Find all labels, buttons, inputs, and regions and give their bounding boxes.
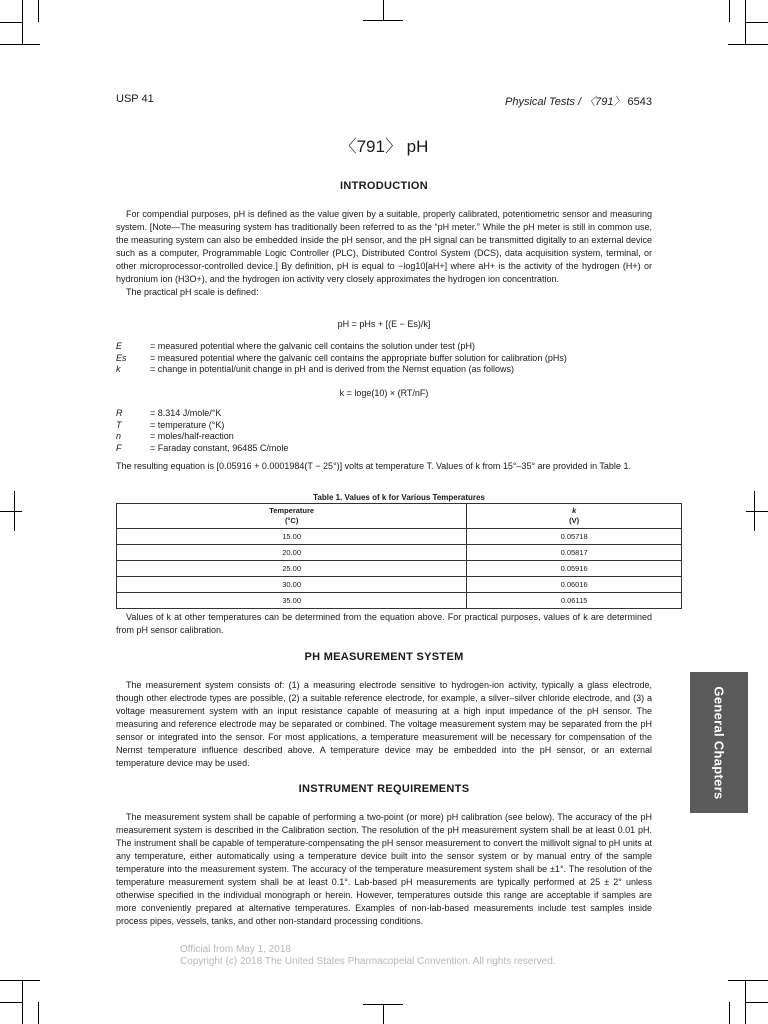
table-row (117, 561, 682, 577)
column-header-label: k (572, 506, 577, 515)
after-table-paragraph: Values of k at other temperatures can be determined from the equation above. For practical purposes, values of k are determined from pH sensor calibration. (116, 612, 652, 635)
crop-mark (363, 20, 403, 21)
table-cell: 0.05817 (467, 545, 682, 561)
table-cell: 0.05916 (467, 561, 682, 577)
resulting-equation-text: The resulting equation is [0.05916 + 0.0001984(T − 25°)] volts at temperature T. Values of k from 15°–35° are provided in Table 1. (116, 461, 631, 471)
section-heading-introduction: INTRODUCTION (340, 180, 428, 192)
definition-text: = measured potential where the galvanic cell contains the appropriate buffer solution for calibration (pHs) (150, 352, 567, 363)
definition-row (116, 443, 652, 455)
chapter-title: 〈791〉 pH (339, 137, 429, 156)
ph-scale-equation: pH = pHs + [(E − Es)/k] (337, 319, 431, 329)
column-header-unit: (°C) (284, 516, 299, 525)
column-header-temperature (117, 504, 467, 529)
table-cell: 20.00 (117, 545, 467, 561)
crop-mark (746, 1002, 768, 1003)
column-header-k (467, 504, 682, 529)
definition-text: = change in potential/unit change in pH and is derived from the Nernst equation (as follows) (150, 364, 514, 374)
crop-mark (729, 0, 730, 22)
table-row (117, 529, 682, 545)
measurement-paragraph: The measurement system consists of: (1) a measuring electrode sensitive to hydrogen-ion activity, typically a glass electrode, though other electrode types are possible, (2) a suitable reference electrode, for example, a silver–silver chloride electrode, and (3) a voltage measurement system with an input resistance capable of measuring at a high input impedance of the pH sensor. The measuring and reference electrode may be separated or combined. The voltage measurement system may be separated from the pH sensor or integrated into the sensor. For most applications, a temperature measurement will be necessary for compensation of the Nernst temperature influence described above. A temperature device may be embedded into the pH sensor, or an external temperature device may be used. (116, 680, 652, 768)
crop-mark (729, 1002, 730, 1024)
crop-mark (0, 980, 40, 981)
crop-mark (14, 491, 15, 531)
column-header-label: Temperature (269, 506, 315, 515)
section-heading-measurement: PH MEASUREMENT SYSTEM (304, 651, 464, 663)
measurement-text (116, 679, 652, 770)
definition-symbol: R (116, 408, 123, 418)
table-caption: Table 1. Values of k for Various Temperatures (313, 493, 485, 502)
table-row (117, 593, 682, 609)
definition-text: = measured potential where the galvanic cell contains the solution under test (pH) (150, 341, 475, 351)
crop-mark (746, 511, 768, 512)
crop-mark (22, 0, 23, 44)
column-header-unit: (V) (569, 516, 580, 525)
crop-mark (38, 1002, 39, 1024)
instrument-paragraph: The measurement system shall be capable of performing a two-point (or more) pH calibration (see below). The accuracy of the pH measurement system is described in the Calibration section. The resolution of the pH measurement system shall be at least 0.01 pH. The instrument shall be capable of temperature-compensating the pH sensor measurement to convert the millivolt signal to pH units at any temperature, either automatically using a temperature device built into the sensor system or by manual entry of the sample temperature into the measurement system. The accuracy of the temperature measurement system shall be ±1°. The resolution of the temperature measurement system shall be at least 0.1°. Lab-based pH measurements are typically performed at 25 ± 2° unless otherwise specified in the individual monograph or herein. However, temperatures outside this range are acceptable if samples are more conveniently prepared at alternative temperatures. Examples of non-lab-based measurements include test samples inside process pipes, vessels, tanks, and other non-standard processing conditions. (116, 812, 652, 926)
crop-mark (0, 511, 22, 512)
table-row (117, 577, 682, 593)
header-section-ref: Physical Tests / 〈791〉 (505, 96, 625, 108)
nernst-equation: k = loge(10) × (RT/nF) (339, 388, 429, 398)
definition-text: = 8.314 J/mole/°K (150, 408, 222, 418)
running-header-right (505, 93, 652, 109)
crop-mark (728, 44, 768, 45)
intro-text (116, 208, 652, 299)
instrument-text (116, 811, 652, 928)
definition-row (116, 353, 652, 365)
table-cell: 0.06115 (467, 593, 682, 609)
crop-mark (38, 0, 39, 22)
general-chapters-tab (690, 672, 748, 813)
definition-symbol: F (116, 442, 122, 453)
crop-mark (363, 1004, 403, 1005)
definition-symbol: T (116, 419, 122, 430)
table-cell: 0.05718 (467, 529, 682, 545)
table-cell: 15.00 (117, 529, 467, 545)
footer-notice (180, 944, 556, 968)
table-row (117, 545, 682, 561)
values-table (116, 503, 682, 609)
crop-mark (22, 980, 23, 1024)
section-heading-instrument: INSTRUMENT REQUIREMENTS (298, 783, 470, 795)
definitions-list-2 (116, 408, 652, 454)
footer-copyright: Copyright (c) 2018 The United States Pharmacopeial Convention. All rights reserved. (180, 956, 556, 967)
table-cell: 0.06016 (467, 577, 682, 593)
running-header-left: USP 41 (116, 93, 154, 105)
crop-mark (0, 44, 40, 45)
definition-symbol: k (116, 364, 121, 374)
crop-mark (383, 1004, 384, 1024)
definition-text: = Faraday constant, 96485 C/mole (150, 442, 289, 453)
side-tab-label: General Chapters (711, 685, 727, 800)
crop-mark (0, 22, 22, 23)
table-header-row (117, 504, 682, 529)
footer-official-date: Official from May 1, 2018 (180, 944, 291, 955)
definition-row (116, 420, 652, 432)
definition-symbol: Es (116, 352, 127, 363)
definition-text: = moles/half-reaction (150, 431, 234, 441)
definition-symbol: n (116, 431, 122, 441)
definition-text: = temperature (°K) (150, 419, 225, 430)
table-cell: 25.00 (117, 561, 467, 577)
definition-row (116, 431, 652, 443)
crop-mark (383, 0, 384, 20)
crop-mark (754, 491, 755, 531)
table-cell: 30.00 (117, 577, 467, 593)
intro-scale-line: The practical pH scale is defined: (126, 287, 259, 297)
definition-row (116, 364, 652, 376)
definitions-list-1 (116, 341, 652, 376)
intro-paragraph: For compendial purposes, pH is defined as the value given by a suitable, properly calibrated, potentiometric sensor and measuring system. [Note—The measuring system has traditionally been referred to as the “pH meter.” While the pH meter is still in common use, the measuring system can also be embedded inside the pH sensor, and the pH signal can be transmitted digitally to an external device such as a computer, Programmable Logic Controller (PLC), Distributed Control System (DCS), data acquisition system, terminal, or other microprocessor-controlled device.] By definition, pH is equal to −log10[aH+] where aH+ is the activity of the hydrogen (H+) or hydronium ion (H3O+), and the hydrogen ion activity very closely approximates the hydrogen ion concentration. (116, 209, 652, 284)
definition-row (116, 341, 652, 353)
page-number: 6543 (627, 96, 652, 108)
definition-symbol: E (116, 341, 123, 351)
table-cell: 35.00 (117, 593, 467, 609)
crop-mark (746, 22, 768, 23)
definition-row (116, 408, 652, 420)
crop-mark (0, 1002, 22, 1003)
after-table-text (116, 611, 652, 637)
crop-mark (728, 980, 768, 981)
